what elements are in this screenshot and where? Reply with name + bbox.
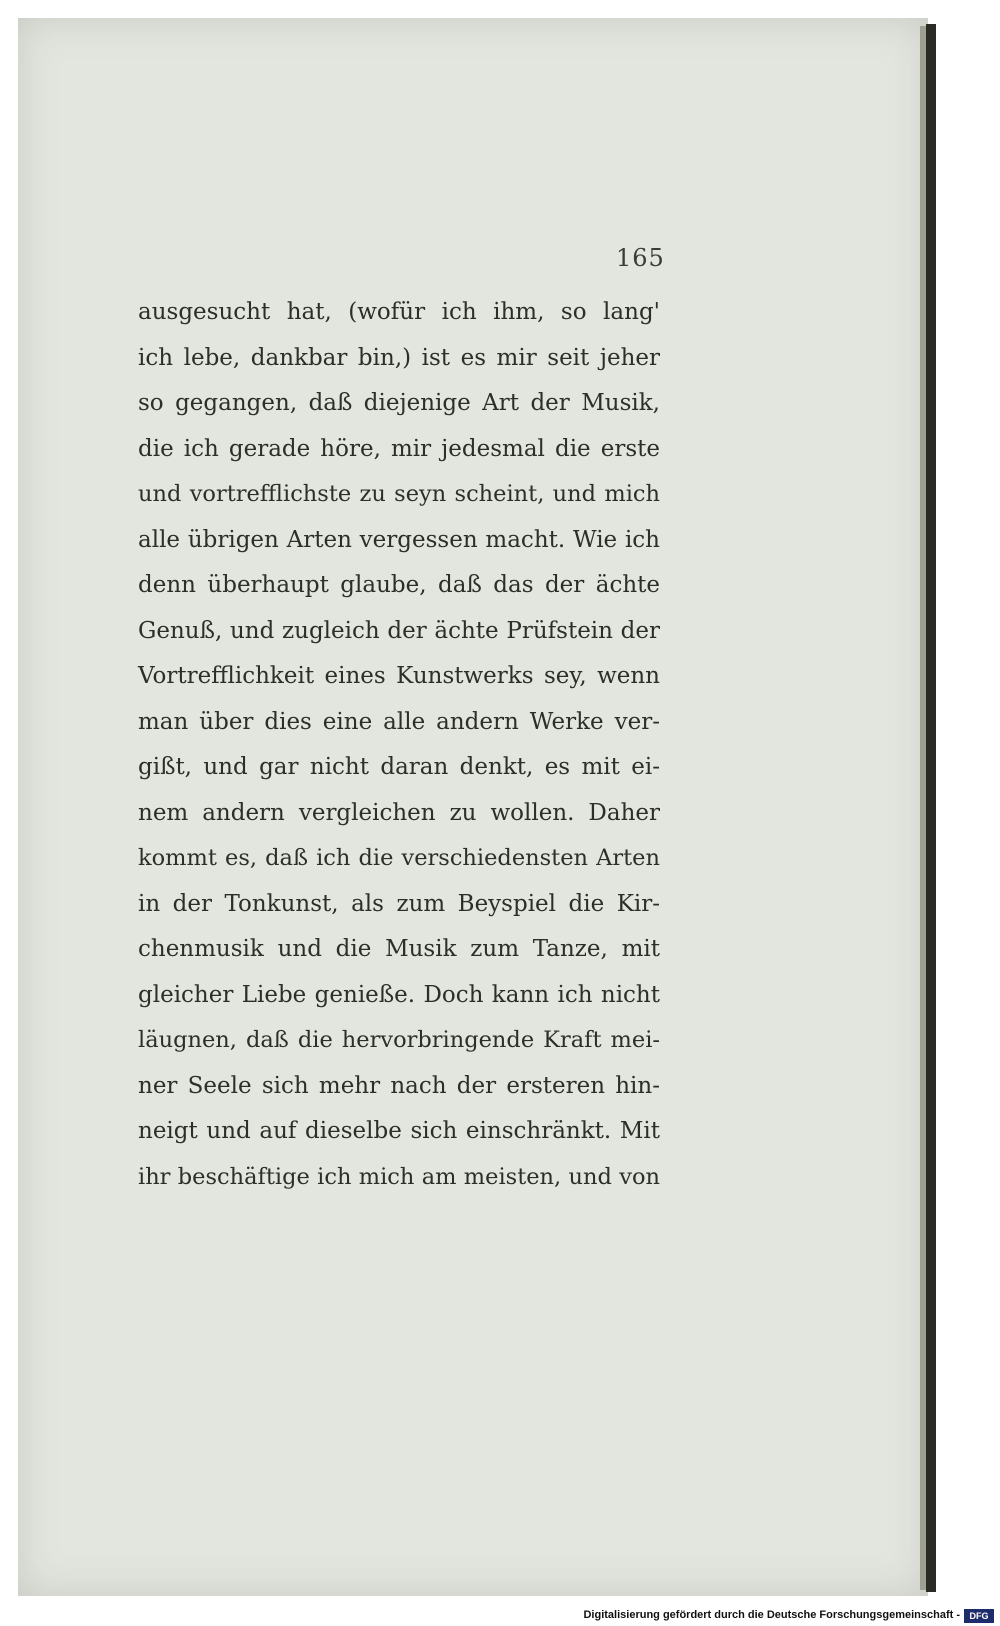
text-line: die ich gerade höre, mir jedesmal die erste [138, 435, 660, 462]
text-line: alle übrigen Arten vergessen macht. Wie ich [138, 526, 660, 553]
text-line: neigt und auf dieselbe sich einschränkt. Mit [138, 1118, 660, 1144]
text-line: Vortrefflichkeit eines Kunstwerks sey, wenn [138, 663, 660, 689]
digitization-credit: Digitalisierung gefördert durch die Deutsche Forschungsgemeinschaft - [583, 1609, 960, 1621]
text-line: ner Seele sich mehr nach der ersteren hin- [138, 1072, 660, 1099]
text-line: so gegangen, daß diejenige Art der Musik, [138, 390, 660, 416]
text-line: gißt, und gar nicht daran denkt, es mit ei- [138, 754, 660, 780]
text-line: ausgesucht hat, (wofür ich ihm, so lang' [138, 299, 660, 325]
text-line: ich lebe, dankbar bin,) ist es mir seit jeher [138, 344, 660, 371]
text-line: ihr beschäftige ich mich am meisten, und von [138, 1163, 660, 1190]
text-line: man über dies eine alle andern Werke ver- [138, 708, 660, 735]
text-line: läugnen, daß die hervorbringende Kraft mei- [138, 1027, 660, 1053]
page-number: 165 [616, 244, 665, 272]
book-spine [926, 24, 936, 1592]
text-line: chenmusik und die Musik zum Tanze, mit [138, 936, 660, 962]
text-line: nem andern vergleichen zu wollen. Daher [138, 799, 660, 826]
text-line: gleicher Liebe genieße. Doch kann ich nicht [138, 981, 660, 1008]
dfg-logo: DFG [964, 1609, 994, 1623]
footer [0, 1608, 1000, 1626]
text-line: Genuß, und zugleich der ächte Prüfstein der [138, 617, 660, 644]
body-text [138, 290, 660, 1200]
text-line: und vortrefflichste zu seyn scheint, und mich [138, 481, 660, 507]
text-line: kommt es, daß ich die verschiedensten Arten [138, 845, 660, 871]
text-line: in der Tonkunst, als zum Beyspiel die Kir- [138, 890, 660, 917]
text-line: denn überhaupt glaube, daß das der ächte [138, 572, 660, 598]
